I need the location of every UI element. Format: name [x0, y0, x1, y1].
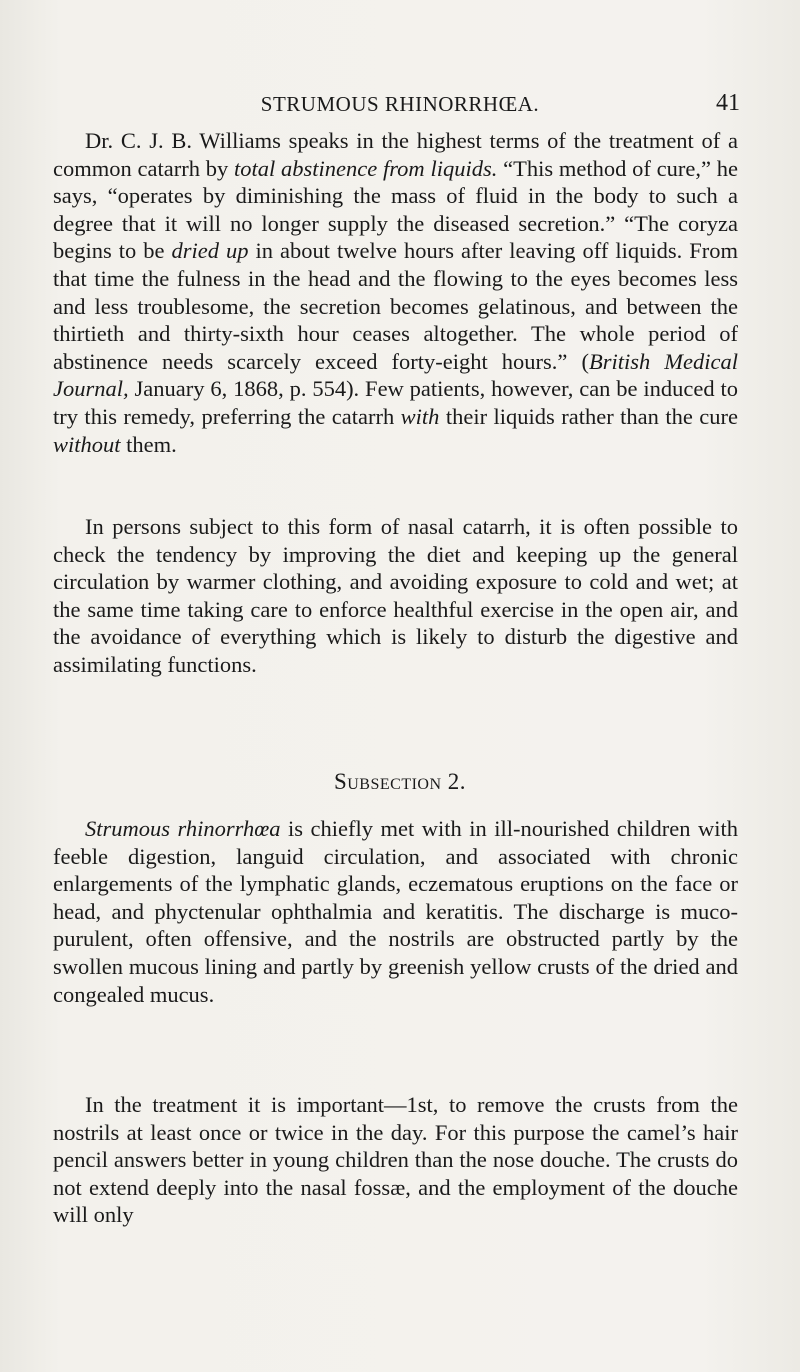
italic-run: dried up — [171, 238, 249, 264]
text-run: in about twelve hours after leaving off liquids. From that time the fulness in the head and the flowing to the eyes becomes less and less troublesome, the secretion becomes gelatinous, and between the thirtieth and thirty-sixth hour ceases altogether. The whole period of abstinence needs scarcely exceed forty-eight hours.” ( — [53, 238, 738, 374]
text-run: Dr. C. J. B. Williams speaks in the highest terms of the treatment of a common catarrh by — [53, 128, 738, 181]
paragraph-prevention — [53, 513, 738, 679]
paragraph-strumous-description — [53, 815, 738, 1008]
page-header — [60, 92, 740, 122]
italic-run: without — [53, 431, 121, 457]
text-run: January 6, 1868, p. 554). Few patients, however, can be induced to try this remedy, preferring the catarrh — [53, 376, 738, 429]
text-run: their liquids rather than the cure — [439, 403, 738, 429]
italic-term: Strumous rhinorrhœa — [85, 816, 281, 841]
paragraph-text: In the treatment it is important—1st, to remove the crusts from the nostrils at least once or twice in the day. For this purpose the camel’s hair pencil answers better in young children than the nose douche. The crusts do not extend deeply into the nasal fossæ, and the employment of the douche will only — [53, 1092, 738, 1228]
text-run: is chiefly met with in ill-nourished children with feeble digestion, languid circulation, and associated with chronic enlargements of the lymphatic glands, eczematous eruptions on the face or head, and phyctenular ophthalmia and keratitis. The discharge is muco-purulent, often offensive, and the nostrils are obstructed partly by the swollen mucous lining and partly by greenish yellow crusts of the dried and congealed mucus. — [53, 816, 739, 1007]
paragraph-williams-treatment — [53, 127, 738, 458]
text-run: “This method of cure,” he says, “operates by diminishing the mass of fluid in the body to such a degree that it will no longer supply the diseased secretion.” “The coryza begins to be — [53, 155, 738, 264]
subsection-heading: Subsection 2. — [333, 769, 467, 794]
running-title: STRUMOUS RHINORRHŒA. — [260, 92, 540, 116]
page-number: 41 — [716, 90, 740, 116]
paragraph-text: In persons subject to this form of nasal catarrh, it is often possible to check the tendency by improving the diet and keeping up the general circulation by warmer clothing, and avoiding exposure to cold and wet; at the same time taking care to enforce healthful exercise in the open air, and the avoidance of everything which is likely to disturb the digestive and assimilating functions. — [53, 514, 738, 677]
italic-run: total abstinence from liquids. — [234, 155, 498, 181]
journal-citation: British Medical Journal, — [53, 348, 738, 402]
paragraph-treatment — [53, 1091, 738, 1229]
text-run: them. — [120, 431, 177, 457]
italic-run: with — [400, 403, 440, 429]
